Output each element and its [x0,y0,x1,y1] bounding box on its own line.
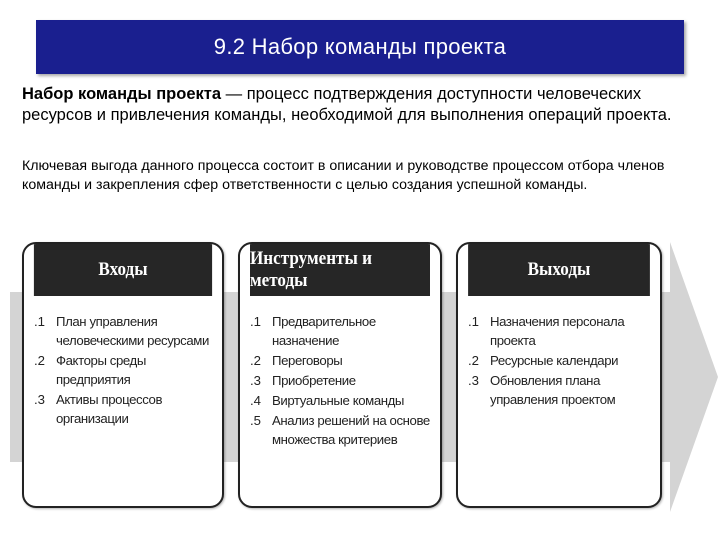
column-tools-methods [238,242,442,508]
slide-title: 9.2 Набор команды проекта [213,34,507,59]
list-item: .2 Ресурсные календари [468,353,619,368]
list-item: .3 Обновления плана управления проектом [468,373,616,407]
list-item: .3 Приобретение [250,373,356,388]
list-item: .2 Переговоры [250,353,343,368]
column-heading: Входы [34,244,212,296]
outputs-list [458,296,660,409]
column-heading: Выходы [468,244,650,296]
column-heading: Инструменты и методы [250,244,430,296]
definition-term: Набор команды проекта [22,85,222,103]
definition-text: — процесс подтверждения доступности человеческих ресурсов и привлечения команды, необходимой для выполнения операций проекта. [22,85,672,124]
list-item: .5 Анализ решений на основе множества критериев [250,413,430,447]
list-item: .2 Факторы среды предприятия [34,353,146,387]
column-inputs [22,242,224,508]
slide-title-bar [36,20,684,74]
list-item: .1 План управления человеческими ресурсами [34,314,209,348]
benefit-paragraph: Ключевая выгода данного процесса состоит в описании и руководстве процессом отбора членов команды и закрепления сфер ответственности с целью создания успешной команды. [22,158,665,193]
inputs-list [24,296,222,428]
list-item: .1 Назначения персонала проекта [468,314,625,348]
tools-list [240,296,440,449]
list-item: .1 Предварительное назначение [250,314,376,348]
list-item: .4 Виртуальные команды [250,393,405,408]
definition-paragraph [22,84,702,126]
column-outputs [456,242,662,508]
list-item: .3 Активы процессов организации [34,392,163,426]
